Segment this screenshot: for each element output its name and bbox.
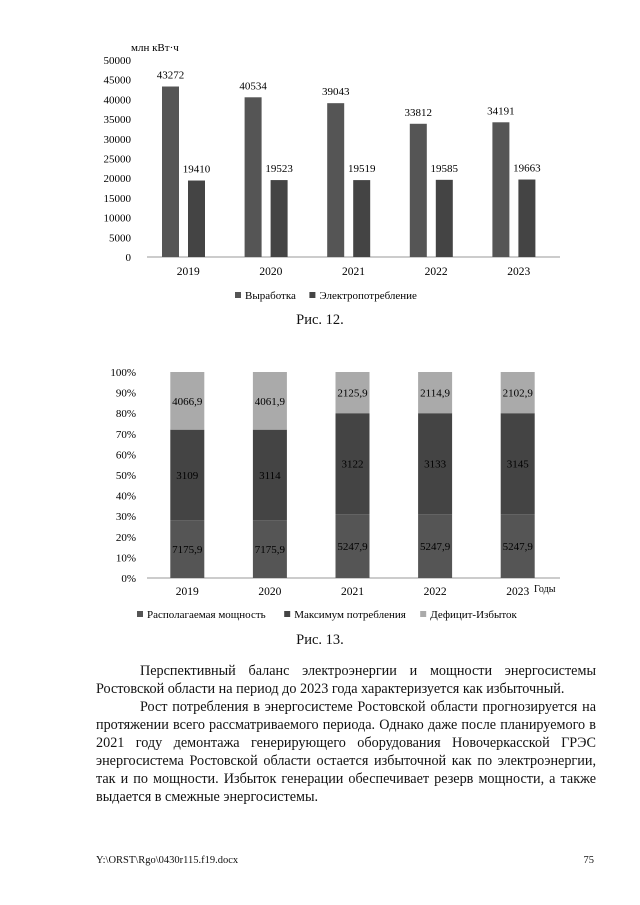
data-label: 2102,9 [502, 387, 533, 400]
data-label: 4061,9 [254, 395, 286, 408]
y-tick-label: 10000 [103, 212, 131, 225]
data-label: 39043 [321, 86, 350, 99]
bar [162, 87, 179, 257]
y-tick-label: 25000 [103, 153, 131, 166]
data-label: 19523 [265, 163, 293, 176]
data-label: 3133 [424, 458, 447, 471]
data-label: 7175,9 [254, 544, 286, 557]
bar [410, 124, 427, 257]
bar [436, 180, 453, 257]
legend-label: Располагаемая мощность [147, 609, 266, 621]
data-label: 19585 [430, 162, 459, 175]
bar [327, 103, 344, 257]
y-tick-label: 30% [115, 511, 136, 524]
y-tick-label: 45000 [103, 74, 131, 87]
y-axis-label: млн кВт·ч [131, 42, 179, 54]
legend-marker [137, 611, 143, 617]
legend-label: Максимум потребления [294, 609, 406, 621]
chart-power-balance [0, 360, 640, 630]
y-tick-label: 40000 [103, 94, 131, 107]
data-label: 2125,9 [337, 387, 368, 400]
x-tick-label: 2020 [259, 266, 283, 278]
footer-file-path: Y:\ORST\Rgo\0430r115.f19.docx [96, 855, 239, 866]
data-label: 33812 [404, 106, 433, 119]
y-tick-label: 20000 [103, 173, 131, 186]
y-tick-label: 50% [115, 470, 136, 482]
x-axis-label: Годы [534, 584, 556, 595]
y-tick-label: 5000 [109, 232, 131, 245]
page-number: 75 [583, 855, 594, 866]
data-label: 2114,9 [420, 387, 451, 400]
y-tick-label: 80% [115, 408, 136, 421]
bar [245, 97, 262, 257]
bar [492, 122, 509, 257]
data-label: 5247,9 [337, 541, 368, 554]
x-tick-label: 2021 [342, 266, 365, 278]
x-tick-label: 2019 [176, 266, 200, 278]
data-label: 34191 [487, 105, 515, 118]
data-label: 5247,9 [502, 541, 533, 554]
y-tick-label: 40% [115, 490, 136, 503]
legend-label: Электропотребление [319, 290, 417, 302]
y-tick-label: 0% [121, 573, 136, 585]
legend-marker [309, 292, 315, 298]
data-label: 43272 [156, 69, 185, 82]
bar [518, 180, 535, 257]
x-tick-label: 2020 [258, 586, 282, 598]
y-tick-label: 60% [115, 449, 136, 462]
data-label: 40534 [239, 80, 267, 93]
x-tick-label: 2019 [175, 586, 199, 598]
y-tick-label: 90% [115, 387, 136, 400]
legend-marker [235, 292, 241, 298]
x-tick-label: 2022 [423, 586, 447, 598]
x-tick-label: 2021 [341, 586, 364, 598]
data-label: 3109 [176, 470, 199, 482]
x-tick-label: 2022 [424, 266, 448, 278]
data-label: 19663 [513, 162, 541, 175]
bar [188, 181, 205, 257]
y-tick-label: 35000 [103, 114, 131, 127]
y-tick-label: 100% [110, 367, 136, 379]
figure-13-caption: Рис. 13. [296, 632, 344, 648]
y-tick-label: 15000 [103, 192, 131, 205]
data-label: 3145 [506, 458, 529, 471]
x-tick-label: 2023 [507, 266, 531, 278]
bar [353, 180, 370, 257]
data-label: 4066,9 [172, 395, 203, 408]
legend-label: Дефицит-Избыток [430, 609, 517, 621]
y-tick-label: 70% [115, 428, 136, 441]
legend-marker [284, 611, 290, 617]
y-tick-label: 20% [115, 531, 136, 544]
data-label: 7175,9 [172, 544, 203, 557]
data-label: 5247,9 [419, 541, 451, 554]
x-tick-label: 2023 [506, 586, 530, 598]
figure-12-caption: Рис. 12. [296, 312, 344, 328]
paragraph: Рост потребления в энергосистеме Ростовской области прогнозируется на протяжении всего рассматриваемого периода. Однако даже после планируемого в 2021 году демонтажа генерирующего оборудования Новочеркасской ГРЭС энергосистема Ростовской области остается избыточной как по электроэнергии, так и по мощности. Избыток генерации обеспечивает резерв мощности, а также выдается в смежные энергосистемы. [96, 699, 596, 805]
body-text [96, 662, 596, 806]
data-label: 3114 [259, 470, 281, 482]
chart-generation-consumption [0, 0, 640, 310]
y-tick-label: 30000 [103, 133, 131, 146]
data-label: 19410 [182, 163, 211, 176]
y-tick-label: 0 [125, 252, 131, 264]
legend-label: Выработка [245, 290, 296, 302]
legend-marker [420, 611, 426, 617]
paragraph: Перспективный баланс электроэнергии и мощности энергосистемы Ростовской области на период до 2023 года характеризуется как избыточный. [96, 663, 596, 697]
data-label: 3122 [341, 458, 364, 471]
y-tick-label: 10% [115, 552, 136, 565]
y-tick-label: 50000 [103, 55, 131, 67]
data-label: 19519 [347, 163, 376, 176]
bar [271, 180, 288, 257]
